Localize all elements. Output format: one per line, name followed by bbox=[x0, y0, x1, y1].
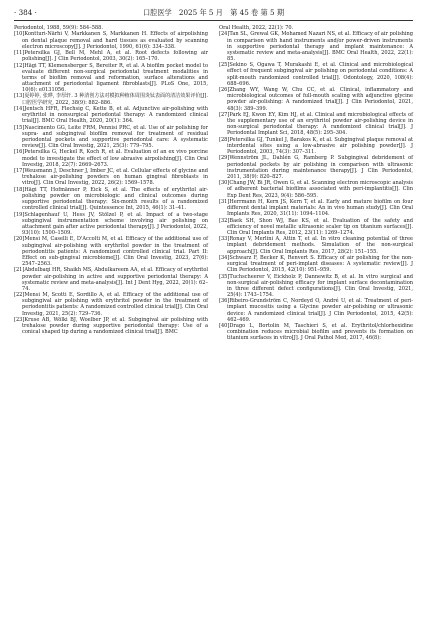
reference-text: Mensi M, Scotti E, Sordillo A, et al. Efficacy of the additional use of subgingival air polishing with erythritol powder in the treatment of periodontitis patients: A randomized controlled clinical trial[J]. Clin Oral Investig, 2021, 25(2): 729–736. bbox=[22, 292, 208, 317]
reference-text: Petersilka GJ, Tunkel J, Barakos K, et al. Subgingival plaque removal at interdental sites using a low-abrasive air polishing powder[J]. J Periodontol, 2003, 74(3): 307–311. bbox=[227, 136, 413, 156]
reference-text: Nascimento GG, Leite FRM, Pennisi PRC, et al. Use of air polishing for supra- and subgingival biofilm removal for treatment of residual periodontal pockets and supportive periodontal care: A systematic review[J]. Clin Oral Investig, 2021, 25(3): 779–795. bbox=[22, 124, 208, 150]
reference-number: [31] bbox=[219, 198, 230, 205]
reference-entry bbox=[14, 236, 208, 267]
reference-number: [23] bbox=[14, 316, 25, 323]
reference-text: Zhang WY, Wang W, Chu CC, et al. Clinical, inflammatory and microbiological outcomes of full-mouth scaling with adjunctive glycine powder air-polishing: A randomized trial[J]. J Clin Periodontol, 2021, 48(3): 389–399. bbox=[227, 87, 413, 112]
reference-number: [36] bbox=[219, 298, 230, 305]
reference-entry bbox=[14, 267, 208, 292]
header-rule bbox=[14, 20, 413, 21]
reference-text: Weusmann J, Deschner J, Imber JC, et al. Cellular effects of glycine and trehalose air-polishing powders on human gingival fibroblasts in vitro[J]. Clin Oral Investig, 2022, 26(2): 1569–1578. bbox=[22, 168, 208, 187]
reference-entry bbox=[219, 255, 413, 273]
reference-number: [40] bbox=[219, 323, 230, 330]
reference-text: Baek SH, Shon WJ, Bae KS, et al. Evaluation of the safety and efficiency of novel metallic ultrasonic scaler tip on titanium surfaces[J]. Clin Oral Implants Res, 2012, 23(11): 1269–1274. bbox=[227, 217, 413, 236]
reference-text: Sekino S, Ogawa T, Murakashi E, et al. Clinical and microbiological effect of frequent subgingival air polishing on periodontal conditions: A split-mouth randomized controlled trial[J]. Odontology, 2020, 108(4): 688–696. bbox=[227, 62, 413, 87]
reference-entry bbox=[219, 25, 413, 31]
reference-text: Ribeiro-Grundström C, Nordeyd O, André U, et al. Treatment of peri-implant mucositis using a Glycine powder air-polishing or ultrasonic device: A randomized clinical trial[J]. J Clin Periodontol, 2015, 42(5): 462–469. bbox=[227, 298, 413, 323]
reference-entry bbox=[14, 125, 208, 150]
reference-text: Mensi M, Caselli E, D'Accolti M, et al. Efficacy of the additional use of subgingival air-polishing with erythritol powder in the treatment of periodontitis patients: A randomized controlled clinical trial. Part II: Effect on sub-gingival microbiome[J]. Clin Oral Investig, 2023, 27(6): 2547–2563. bbox=[22, 236, 208, 267]
reference-number: [26] bbox=[219, 87, 230, 94]
reference-number: [24] bbox=[219, 31, 230, 38]
reference-entry bbox=[219, 137, 413, 155]
reference-text: Hägi TT, Hofmänner P, Eick S, et al. The effects of erythritol air-polishing powder on microbiologic and clinical outcomes during supportive periodontal therapy: Six-month results of a randomized controlled clinical trial[J]. Quintessence Int, 2015, 46(1): 31–41. bbox=[22, 186, 208, 212]
reference-number: [19] bbox=[14, 211, 25, 218]
reference-number: [10] bbox=[14, 31, 25, 38]
reference-text: Park EJ, Kwon EY, Kim HJ, et al. Clinical and microbiological effects of the supplementary use of an erythritol powder air-polishing device in non-surgical periodontal therapy: A randomized clinical trial[J]. J Periodontal Implant Sci, 2018, 48(5): 295–304. bbox=[227, 111, 413, 137]
reference-text: Schlagenhauf U, Hess JV, Stölzel P, et al. Impact of a two-stage subgingival instrumentation scheme involving air polishing on attachment gain after active periodontal therapy[J]. J Periodontol, 2022, 93(10): 1500–1509. bbox=[22, 211, 208, 237]
journal-running-title: 口腔医学 2025 年 5 月 第 45 卷 第 5 期 bbox=[142, 8, 285, 17]
reference-text: Oral Health, 2022, 22(1): 70. bbox=[219, 25, 294, 31]
reference-entry bbox=[219, 62, 413, 87]
reference-text: Petersilka GJ, Bell M, Mehl A, et al. Root defects following air polishing[J]. J Clin Periodontol, 2003, 30(2): 165–170. bbox=[22, 50, 208, 63]
reference-entry bbox=[219, 199, 413, 217]
page-number: · 384 · bbox=[14, 8, 37, 17]
reference-text: Tuchscheerer V, Eickholz P, Dannewitz B, et al. In vitro surgical and non-surgical air-polishing efficacy for implant surface decontamination in three different defect configurations[J]. Clin Oral Investig, 2021, 25(4): 1743–1754. bbox=[227, 273, 413, 298]
reference-number: [12] bbox=[14, 62, 25, 69]
reference-entry bbox=[14, 31, 208, 49]
reference-text: 夏婷婷, 张晔, 李厚轩. 3 种清创方法对模拟种植体周围炎钛表面的清洁效果评价[J]. 口腔医学研究, 2022, 38(9): 882–886. bbox=[22, 93, 208, 106]
reference-text: Tan SL, Grewal GK, Mohamed Nazari NS, et al. Efficacy of air polishing in comparison with hand instruments and/or power-driven instruments in supportive periodontal therapy and implant maintenance: A systematic review and meta-analysis[J]. BMC Oral Health, 2022, 22(1): 85. bbox=[227, 31, 413, 62]
reference-number: [22] bbox=[14, 292, 25, 299]
reference-number: [13] bbox=[14, 93, 25, 100]
reference-entry bbox=[14, 317, 208, 335]
reference-number: [14] bbox=[14, 105, 25, 112]
reference-entry bbox=[219, 31, 413, 62]
reference-columns bbox=[14, 25, 413, 342]
reference-number: [11] bbox=[14, 50, 25, 56]
reference-number: [35] bbox=[219, 273, 230, 280]
reference-text: Chang JW, Bi JR, Owen G, et al. Scanning electron microscopic analysis of adherent bacterial biofilms associated with peri-implantitis[J]. Clin Exp Dent Res, 2023, 9(4): 586–595. bbox=[227, 180, 413, 199]
reference-number: [25] bbox=[219, 62, 230, 69]
reference-text: Periodontol, 1988, 59(9): 584–588. bbox=[14, 25, 103, 31]
reference-number: [18] bbox=[14, 186, 25, 193]
reference-entry bbox=[14, 93, 208, 105]
reference-entry bbox=[14, 50, 208, 62]
reference-text: Abdulbaqi HR, Shaikh MS, Abdulkareem AA, et al. Efficacy of erythritol powder air-polishing in active and supportive periodontal therapy: A systematic review and meta-analysis[J]. Int J Dent Hyg, 2022, 20(1): 62–74. bbox=[22, 267, 208, 292]
reference-entry bbox=[219, 112, 413, 137]
reference-entry bbox=[219, 323, 413, 341]
reference-number: [16] bbox=[14, 149, 25, 156]
reference-entry bbox=[14, 212, 208, 237]
reference-entry bbox=[14, 168, 208, 186]
reference-entry bbox=[219, 180, 413, 198]
reference-number: [28] bbox=[219, 136, 230, 143]
reference-number: [29] bbox=[219, 155, 230, 162]
reference-entry bbox=[219, 236, 413, 254]
reference-number: [27] bbox=[219, 111, 230, 118]
reference-entry bbox=[219, 298, 413, 323]
reference-entry bbox=[14, 25, 208, 31]
reference-text: Kontturi-Närhi V, Markkanen S, Markkanen H. Effects of airpolishing on dental plaque removal and hard tissues as evaluated by scanning electron microscopy[J]. J Periodontol, 1990, 61(6): 334–338. bbox=[22, 31, 208, 50]
reference-entry bbox=[219, 274, 413, 299]
reference-entry bbox=[14, 63, 208, 94]
reference-number: [20] bbox=[14, 236, 25, 243]
reference-text: Herrmann H, Kern JS, Kern T, et al. Early and mature biofilm on four different dental implant materials: An in vivo human study[J]. Clin Oral Implants Res, 2020, 31(11): 1094–1104. bbox=[227, 198, 413, 218]
reference-number: [21] bbox=[14, 267, 25, 274]
right-reference-column bbox=[219, 25, 413, 342]
reference-number: [15] bbox=[14, 124, 25, 131]
reference-text: Jentsch HFR, Flechsig C, Kette B, et al. Adjunctive air-polishing with erythritol in nonsurgical periodontal therapy: A randomized clinical trial[J]. BMC Oral Health, 2020, 20(1): 364. bbox=[22, 105, 208, 125]
reference-text: Petersilka G, Heckel R, Koch R, et al. Evaluation of an ex vivo porcine model to investigate the effect of low abrasive airpolishing[J]. Clin Oral Investig, 2018, 22(7): 2669–2673. bbox=[22, 149, 208, 168]
reference-number: [30] bbox=[219, 180, 230, 187]
reference-number: [33] bbox=[219, 236, 230, 243]
reference-entry bbox=[219, 218, 413, 236]
reference-number: [32] bbox=[219, 217, 230, 224]
reference-number: [17] bbox=[14, 168, 25, 175]
reference-entry bbox=[219, 155, 413, 180]
left-reference-column bbox=[14, 25, 208, 342]
reference-text: Drago L, Bortolin M, Taschieri S, et al. Erythritol/chlorhexidine combination reduces microbial biofilm and prevents its formation on titanium surfaces in vitro[J]. J Oral Pathol Med, 2017, 46(8): bbox=[227, 323, 413, 342]
reference-entry bbox=[219, 87, 413, 112]
reference-entry bbox=[14, 187, 208, 212]
reference-text: Schwarz F, Becker K, Renvert S. Efficacy of air polishing for the non-surgical treatment of peri-implant diseases: A systematic review[J]. J Clin Periodontol, 2015, 42(10): 951–959. bbox=[227, 254, 413, 274]
reference-text: Hägi TT, Klemensberger S, Bereiter R, et al. A biofilm pocket model to evaluate different non-surgical periodontal treatment modalities in terms of biofilm removal and reformation, surface alterations and attachment of periodontal ligament fibroblasts[J]. PLoS One, 2015, 10(6): e0131056. bbox=[22, 62, 208, 94]
reference-entry bbox=[14, 106, 208, 124]
page-header bbox=[14, 6, 413, 19]
reference-entry bbox=[14, 292, 208, 317]
reference-text: Kruse AB, Wölki BJ, Woelber JP, et al. Subgingival air polishing with trehalose powder during supportive periodontal therapy: Use of a conical shaped tip during a randomized clinical trial[J]. BMC bbox=[22, 316, 208, 336]
reference-text: Ronay V, Merlini A, Attin T, et al. In vitro cleaning potential of three implant debridement methods. Simulation of the non-surgical approach[J]. Clin Oral Implants Res, 2017, 28(2): 151–155. bbox=[227, 236, 413, 255]
reference-number: [34] bbox=[219, 254, 230, 261]
reference-text: Wennström JL, Dahlén G, Ramberg P. Subgingival debridement of periodontal pockets by air polishing in comparison with ultrasonic instrumentation during maintenance therapy[J]. J Clin Periodontol, 2011, 38(9): 820–827. bbox=[227, 155, 413, 180]
reference-entry bbox=[14, 149, 208, 167]
